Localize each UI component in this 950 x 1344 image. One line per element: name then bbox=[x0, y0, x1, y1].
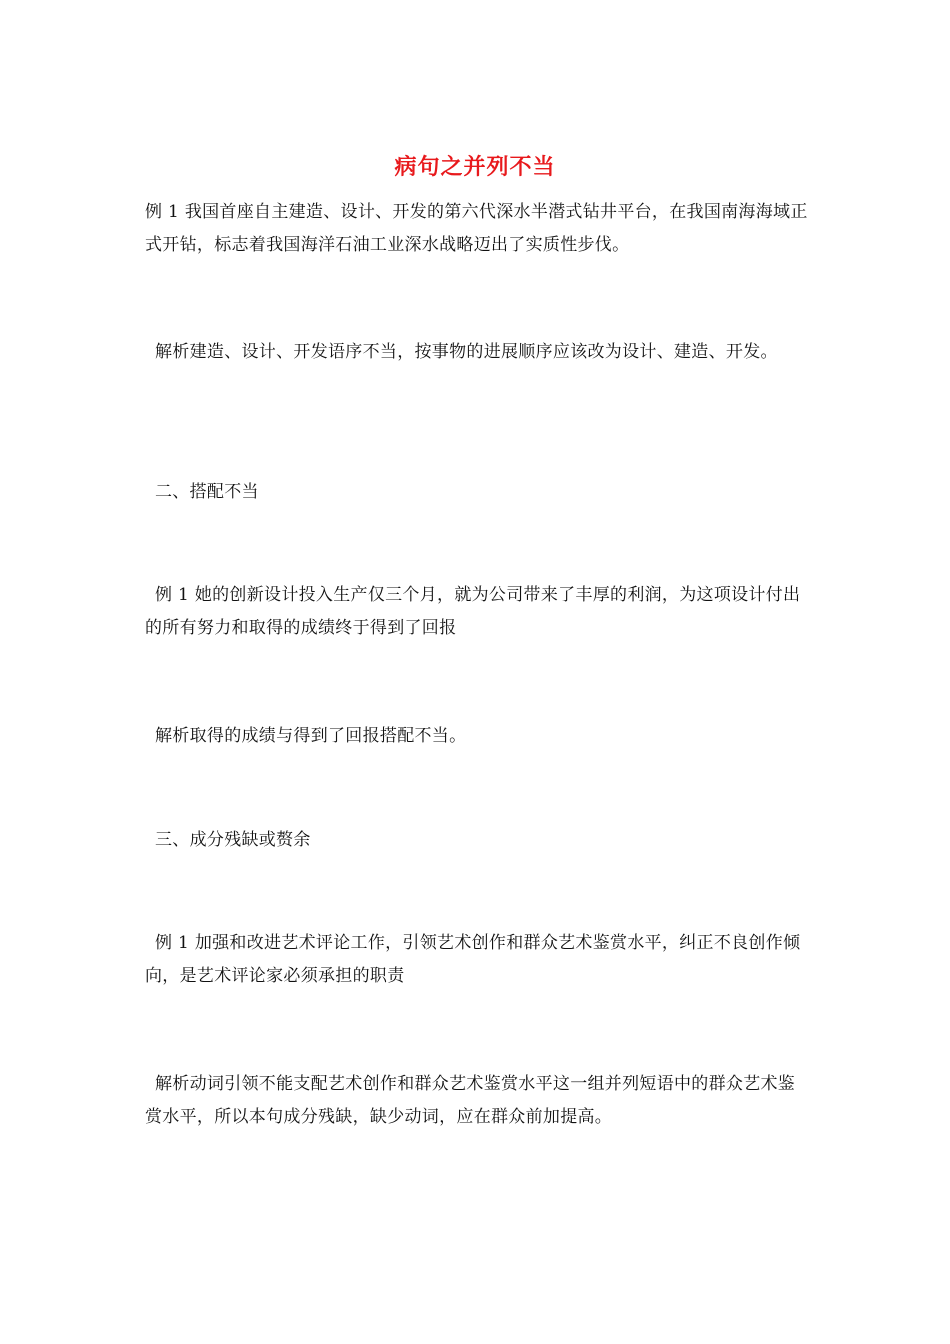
analysis-1-paragraph: 解析建造、设计、开发语序不当，按事物的进展顺序应该改为设计、建造、开发。 bbox=[155, 342, 778, 362]
analysis-3-paragraph: 解析动词引领不能支配艺术创作和群众艺术鉴赏水平这一组并列短语中的群众艺术鉴赏水平，所以本句成分残缺，缺少动词，应在群众前加提高。 bbox=[145, 1074, 796, 1127]
analysis-2-paragraph: 解析取得的成绩与得到了回报搭配不当。 bbox=[155, 726, 467, 746]
example-2-paragraph: 例 1 她的创新设计投入生产仅三个月，就为公司带来了丰厚的利润，为这项设计付出的所有努力和取得的成绩终于得到了回报 bbox=[145, 585, 801, 638]
example-1-paragraph: 例 1 我国首座自主建造、设计、开发的第六代深水半潜式钻井平台，在我国南海海域正式开钻，标志着我国海洋石油工业深水战略迈出了实质性步伐。 bbox=[145, 202, 808, 255]
document-title: 病句之并列不当 bbox=[394, 154, 556, 180]
section-heading-components: 三、成分残缺或赘余 bbox=[155, 830, 311, 850]
example-3-paragraph: 例 1 加强和改进艺术评论工作，引领艺术创作和群众艺术鉴赏水平，纠正不良创作倾向，是艺术评论家必须承担的职责 bbox=[145, 933, 801, 986]
section-heading-collocation: 二、搭配不当 bbox=[155, 482, 259, 502]
